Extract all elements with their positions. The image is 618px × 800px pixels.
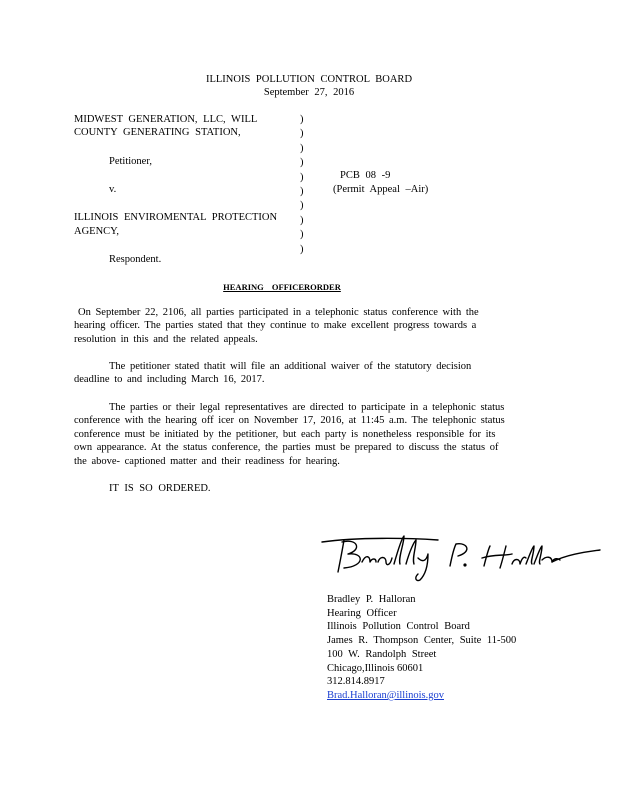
address-line2: 100 W. Randolph Street — [327, 649, 437, 660]
handwritten-signature — [318, 528, 602, 584]
case-type: (Permit Appeal –Air) — [333, 184, 429, 195]
email-link[interactable]: Brad.Halloran@illinois.gov — [327, 690, 444, 701]
caption-paren: ) — [300, 114, 304, 125]
caption-paren: ) — [300, 185, 304, 197]
versus-label: v. — [109, 184, 117, 195]
caption-paren: ) — [300, 200, 304, 212]
caption-paren: ) — [300, 157, 304, 169]
respondent-name-line2: AGENCY, — [74, 226, 120, 237]
paragraph-line: conference with the hearing off icer on November 17, 2016, at 11:45 a.m. The telephonic status — [74, 415, 505, 427]
address-line1: James R. Thompson Center, Suite 11-500 — [327, 635, 517, 646]
paragraph-1 — [74, 306, 510, 346]
caption-paren: ) — [300, 229, 304, 241]
paragraph-line: The parties or their legal representatives are directed to participate in a telephonic status — [109, 402, 505, 413]
paragraph-line: resolution in this and the related appeals. — [74, 333, 258, 345]
paragraph-line: hearing officer. The parties stated that they continue to make excellent progress towards a — [74, 320, 477, 332]
paragraph-line: The petitioner stated thatit will file an additional waiver of the statutory decision — [109, 361, 472, 372]
petitioner-name-line1: MIDWEST GENERATION, LLC, WILL — [74, 114, 258, 125]
paragraph-line: conference must be initiated by the petitioner, but each party is nonetheless responsible for its — [74, 428, 496, 440]
case-number: PCB 08 -9 — [340, 170, 391, 181]
caption-paren: ) — [300, 243, 304, 255]
petitioner-name-line2: COUNTY GENERATING STATION, — [74, 127, 241, 138]
caption-paren: ) — [300, 214, 304, 226]
paragraph-3 — [74, 401, 510, 468]
order-date: September 27, 2016 — [263, 87, 355, 98]
caption-parenthesis-column — [300, 113, 310, 257]
signer-agency: Illinois Pollution Control Board — [327, 621, 470, 632]
signer-name: Bradley P. Halloran — [327, 594, 416, 605]
paragraph-line: own appearance. At the status conference, the parties must be prepared to discuss the status of — [74, 442, 499, 454]
caption-paren: ) — [300, 171, 304, 183]
petitioner-role: Petitioner, — [109, 156, 153, 167]
respondent-role: Respondent. — [109, 254, 162, 265]
phone-number: 312.814.8917 — [327, 676, 385, 687]
paragraph-2 — [74, 360, 510, 387]
caption-paren: ) — [300, 142, 304, 154]
board-name: ILLINOIS POLLUTION CONTROL BOARD — [205, 74, 413, 85]
paragraph-line: On September 22, 2106, all parties participated in a telephonic status conference with the — [78, 307, 479, 318]
caption-paren: ) — [300, 128, 304, 140]
signer-title: Hearing Officer — [327, 608, 397, 619]
respondent-name-line1: ILLINOIS ENVIROMENTAL PROTECTION — [74, 212, 278, 223]
address-city: Chicago,Illinois 60601 — [327, 663, 424, 674]
order-heading: HEARING OFFICERORDER — [223, 282, 341, 292]
paragraph-line: the above- captioned matter and their readiness for hearing. — [74, 455, 340, 467]
closing-statement: IT IS SO ORDERED. — [109, 483, 211, 494]
paragraph-line: deadline to and including March 16, 2017. — [74, 374, 265, 386]
